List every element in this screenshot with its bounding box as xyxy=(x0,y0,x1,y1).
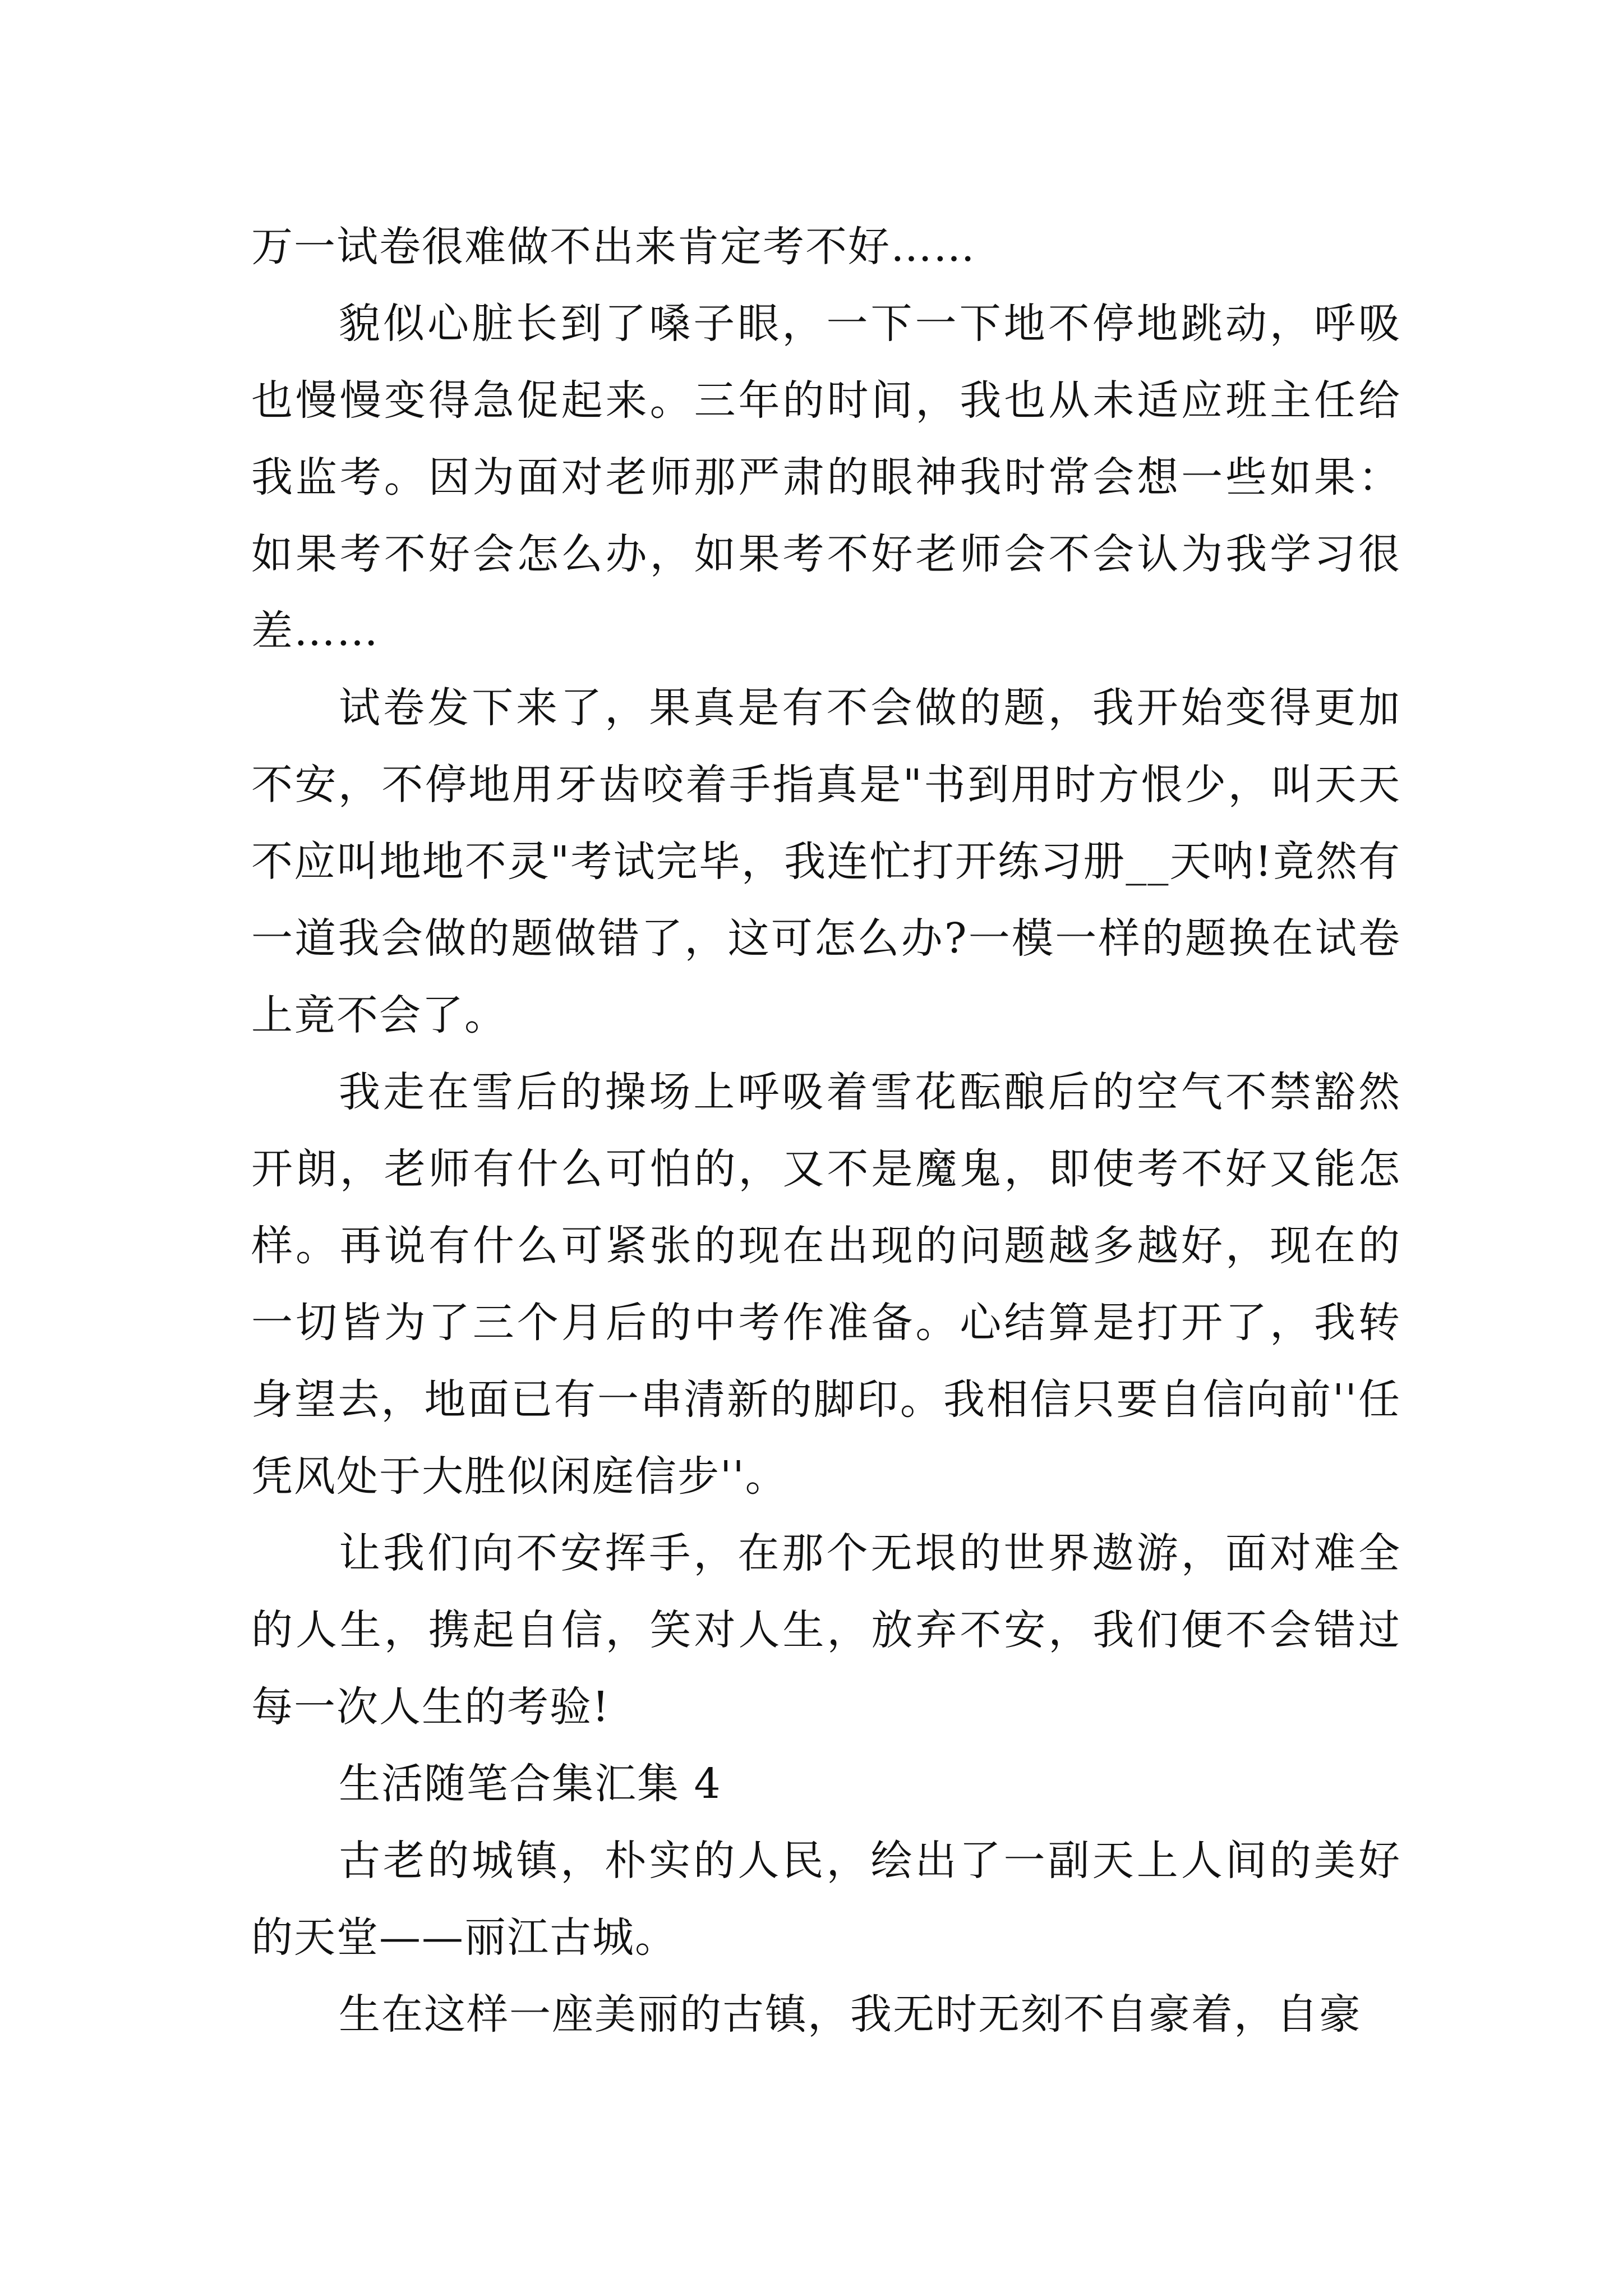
paragraph-1: 万一试卷很难做不出来肯定考不好…… xyxy=(251,223,976,271)
paragraph-7: 生在这样一座美丽的古镇，我无时无刻不自豪着，自豪 xyxy=(339,1990,1362,2039)
paragraph-6: 古老的城镇，朴实的人民，绘出了一副天上人间的美好的天堂——丽江古城。 xyxy=(251,1837,1401,1962)
paragraph-5: 让我们向不安挥手，在那个无垠的世界遨游，面对难全的人生，携起自信，笑对人生，放弃不安，我们便不会错过每一次人生的考验! xyxy=(251,1529,1401,1731)
paragraph-4: 我走在雪后的操场上呼吸着雪花酝酿后的空气不禁豁然开朗，老师有什么可怕的，又不是魔鬼，即使考不好又能怎样。再说有什么可紧张的现在出现的问题越多越好，现在的一切皆为了三个月后的中考作准备。心结算是打开了，我转身望去，地面已有一串清新的脚印。我相信只要自信向前''任凭风处于大胜似闲庭信步''。 xyxy=(251,1068,1401,1501)
paragraph-2: 貌似心脏长到了嗓子眼，一下一下地不停地跳动，呼吸也慢慢变得急促起来。三年的时间，我也从未适应班主任给我监考。因为面对老师那严肃的眼神我时常会想一些如果：如果考不好会怎么办，如果考不好老师会不会认为我学习很差…… xyxy=(251,300,1401,655)
section-heading: 生活随笔合集汇集 4 xyxy=(339,1760,722,1808)
paragraph-3: 试卷发下来了，果真是有不会做的题，我开始变得更加不安，不停地用牙齿咬着手指真是"书到用时方恨少，叫天天不应叫地地不灵"考试完毕，我连忙打开练习册__天呐!竟然有一道我会做的题做错了，这可怎么办?一模一样的题换在试卷上竟不会了。 xyxy=(251,684,1401,1039)
document-body xyxy=(251,209,1401,2053)
